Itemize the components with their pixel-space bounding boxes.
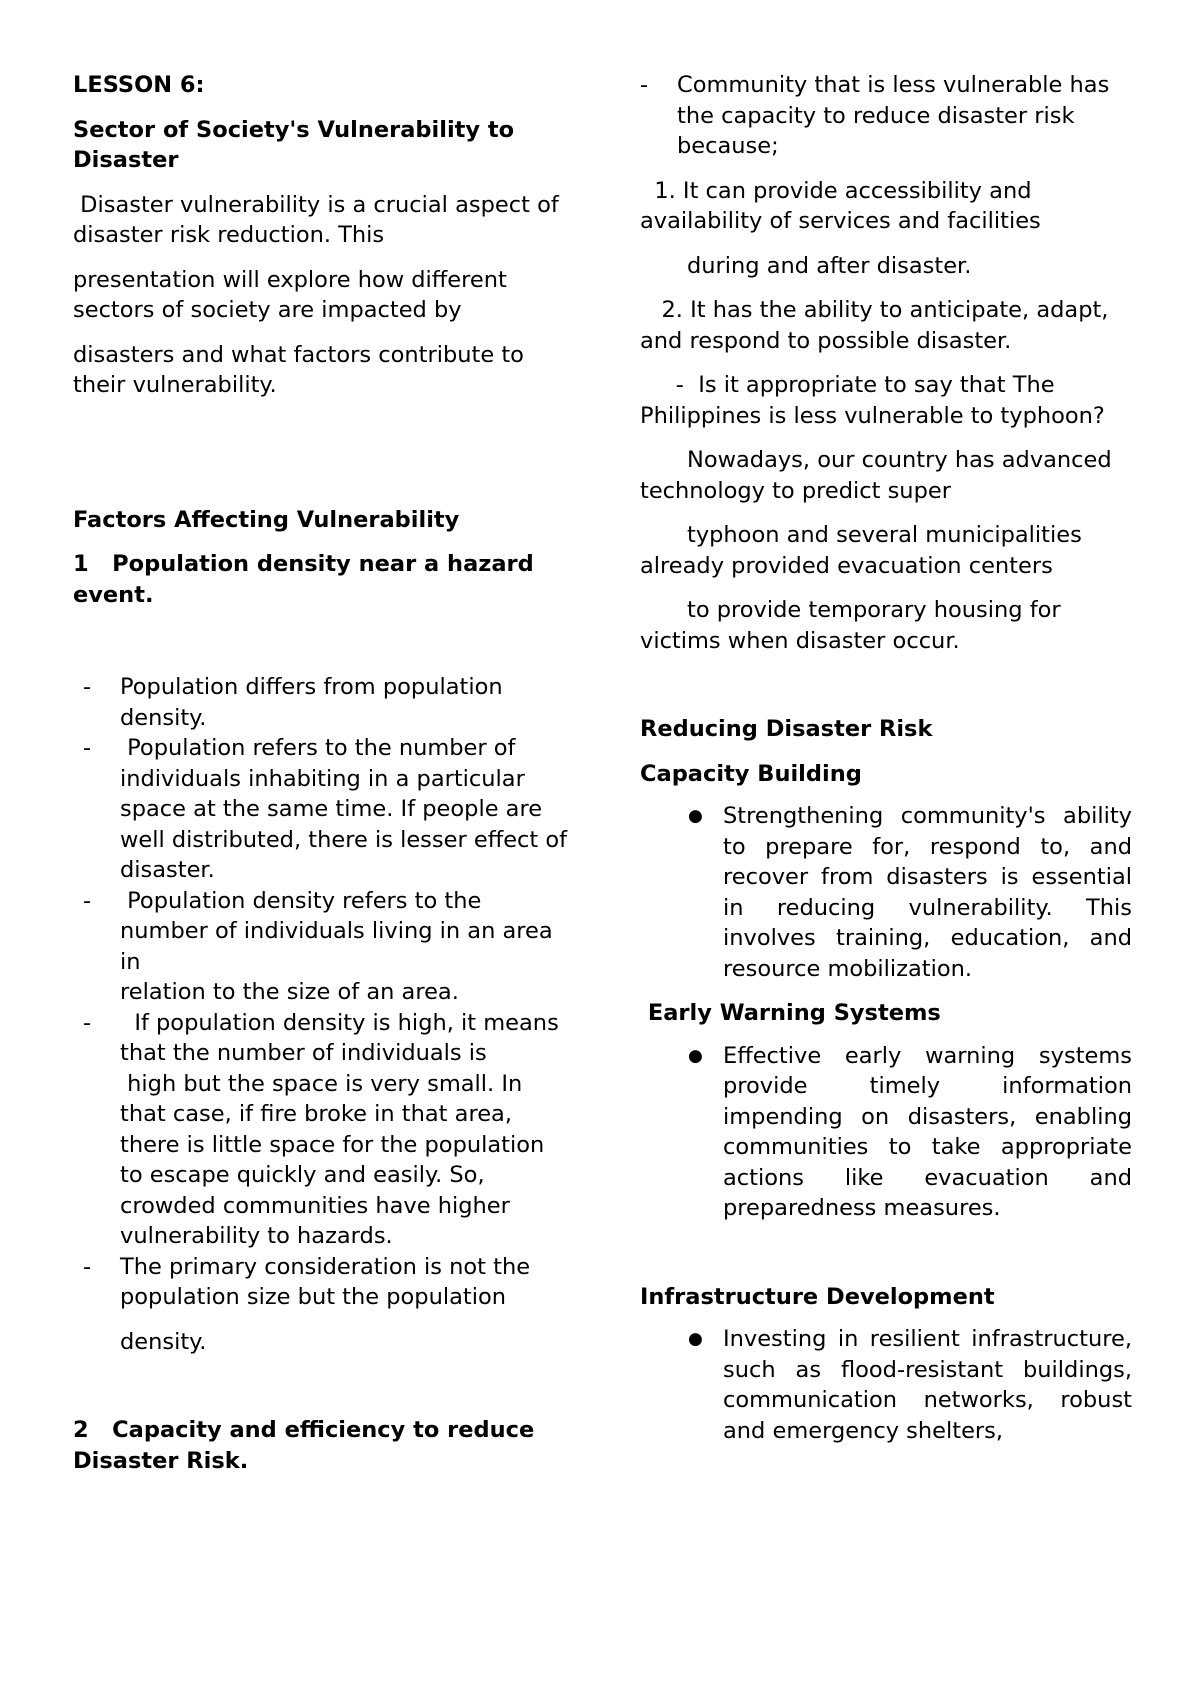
infrastructure-heading: Infrastructure Development (640, 1283, 995, 1310)
answer-1: Nowadays, our country has advanced technology to predict super (640, 447, 1112, 504)
list-item: ● Investing in resilient infrastructure, such as flood-resistant buildings, communication networks, robust and emergency shelters, (624, 1324, 1132, 1446)
factor2-heading: 2 Capacity and efficiency to reduce Disaster Risk. (73, 1417, 543, 1474)
list-continuation: relation to the size of an area. (120, 979, 459, 1005)
capacity-heading: Capacity Building (640, 760, 862, 787)
early-warning-heading: Early Warning Systems (640, 1000, 941, 1026)
capacity-bullets (624, 801, 1132, 984)
intro-paragraph-2: presentation will explore how different sectors of society are impacted by (73, 266, 507, 323)
reducing-heading: Reducing Disaster Risk (640, 716, 933, 742)
right-column (640, 70, 1132, 1446)
list-item: - Population differs from population density. (73, 672, 573, 733)
list-item: - The primary consideration is not the population size but the population (73, 1252, 573, 1313)
infrastructure-bullets (624, 1324, 1132, 1446)
intro-paragraph-1: Disaster vulnerability is a crucial aspect of disaster risk reduction. This (73, 191, 566, 248)
list-item: - Community that is less vulnerable has the capacity to reduce disaster risk because; (630, 70, 1132, 162)
list-item: - Population refers to the number of individuals inhabiting in a particular space at the same time. If people are well distributed, there is lesser effect of disaster. (73, 733, 573, 886)
point-1: 1. It can provide accessibility and availability of services and facilities (640, 177, 1041, 234)
list-item: - Population density refers to the number of individuals living in an area in (73, 886, 573, 978)
early-warning-bullets (624, 1041, 1132, 1224)
list-continuation: high but the space is very small. In that case, if fire broke in that area, there is little space for the population to escape quickly and easily. So, crowded communities have higher vulnerability to hazards. (120, 1070, 552, 1249)
question: - Is it appropriate to say that The Philippines is less vulnerable to typhoon? (640, 372, 1105, 429)
list-item: ● Effective early warning systems provide timely information impending on disasters, enabling communities to take appropriate actions like evacuation and preparedness measures. (624, 1041, 1132, 1224)
left-column (73, 70, 573, 1476)
lesson-subtitle: Sector of Society's Vulnerability to Disaster (73, 116, 515, 173)
factor1-heading: 1 Population density near a hazard event. (73, 551, 542, 608)
intro-paragraph-3: disasters and what factors contribute to their vulnerability. (73, 341, 524, 398)
point-2: 2. It has the ability to anticipate, adapt, and respond to possible disaster. (640, 297, 1116, 354)
point-1-continuation: during and after disaster. (687, 252, 972, 279)
factors-heading: Factors Affecting Vulnerability (73, 506, 460, 533)
list-item: - If population density is high, it means that the number of individuals is (73, 1008, 573, 1069)
lesson-title: LESSON 6: (73, 72, 205, 98)
factor1-list (73, 672, 573, 977)
answer-2: typhoon and several municipalities already provided evacuation centers (640, 522, 1082, 579)
list-continuation: density. (120, 1328, 207, 1355)
factor1-list-2 (73, 1008, 573, 1069)
factor1-list-3 (73, 1252, 573, 1313)
answer-3: to provide temporary housing for victims when disaster occur. (640, 597, 1061, 654)
capacity-dash-list (630, 70, 1132, 162)
list-item: ● Strengthening community's ability to prepare for, respond to, and recover from disasters is essential in reducing vulnerability. This involves training, education, and resource mobilization. (624, 801, 1132, 984)
